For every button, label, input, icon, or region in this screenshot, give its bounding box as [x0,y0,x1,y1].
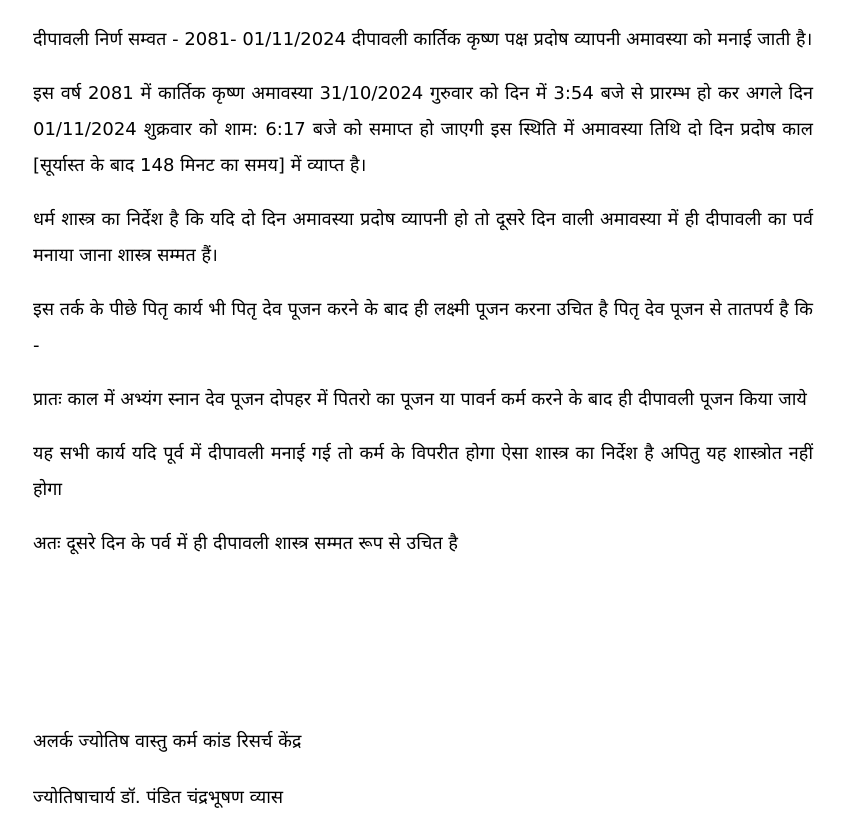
paragraph-morning-ritual: प्रातः काल में अभ्यंग स्नान देव पूजन दोपहर में पितरो का पूजन या पावर्न कर्म करने के बाद ही दीपावली पूजन किया जाये [33,389,807,410]
paragraph-pitru-reasoning: इस तर्क के पीछे पितृ कार्य भी पितृ देव पूजन करने के बाद ही लक्ष्मी पूजन करना उचित है पितृ देव पूजन से तातपर्य है कि - [33,299,813,356]
signature-organization: अलर्क ज्योतिष वास्तु कर्म कांड रिसर्च केंद्र [33,731,302,752]
signature-author: ज्योतिषाचार्य डॉ. पंडित चंद्रभूषण व्यास [33,787,284,808]
paragraph-contrary-note: यह सभी कार्य यदि पूर्व में दीपावली मनाई गई तो कर्म के विपरीत होगा ऐसा शास्त्र का निर्देश है अपितु यह शास्त्रोत नहीं होगा [33,443,813,500]
document-body [33,22,813,562]
paragraph-diwali-decision: दीपावली निर्ण सम्वत - 2081- 01/11/2024 दीपावली कार्तिक कृष्ण पक्ष प्रदोष व्यापनी अमावस्या को मनाई जाती है। [33,29,813,50]
paragraph-amavasya-timing: इस वर्ष 2081 में कार्तिक कृष्ण अमावस्या 31/10/2024 गुरुवार को दिन में 3:54 बजे से प्रारम्भ हो कर अगले दिन 01/11/2024 शुक्रवार को शाम: 6:17 बजे को समाप्त हो जाएगी इस स्थिति में अमावस्या तिथि दो दिन प्रदोष काल [सूर्यास्त के बाद 148 मिनट का समय] में व्याप्त है। [33,83,813,176]
paragraph-shastra-instruction: धर्म शास्त्र का निर्देश है कि यदि दो दिन अमावस्या प्रदोष व्यापनी हो तो दूसरे दिन वाली अमावस्या में ही दीपावली का पर्व मनाया जाना शास्त्र सम्मत हैं। [33,209,813,266]
paragraph-conclusion: अतः दूसरे दिन के पर्व में ही दीपावली शास्त्र सम्मत रूप से उचित है [33,533,458,554]
